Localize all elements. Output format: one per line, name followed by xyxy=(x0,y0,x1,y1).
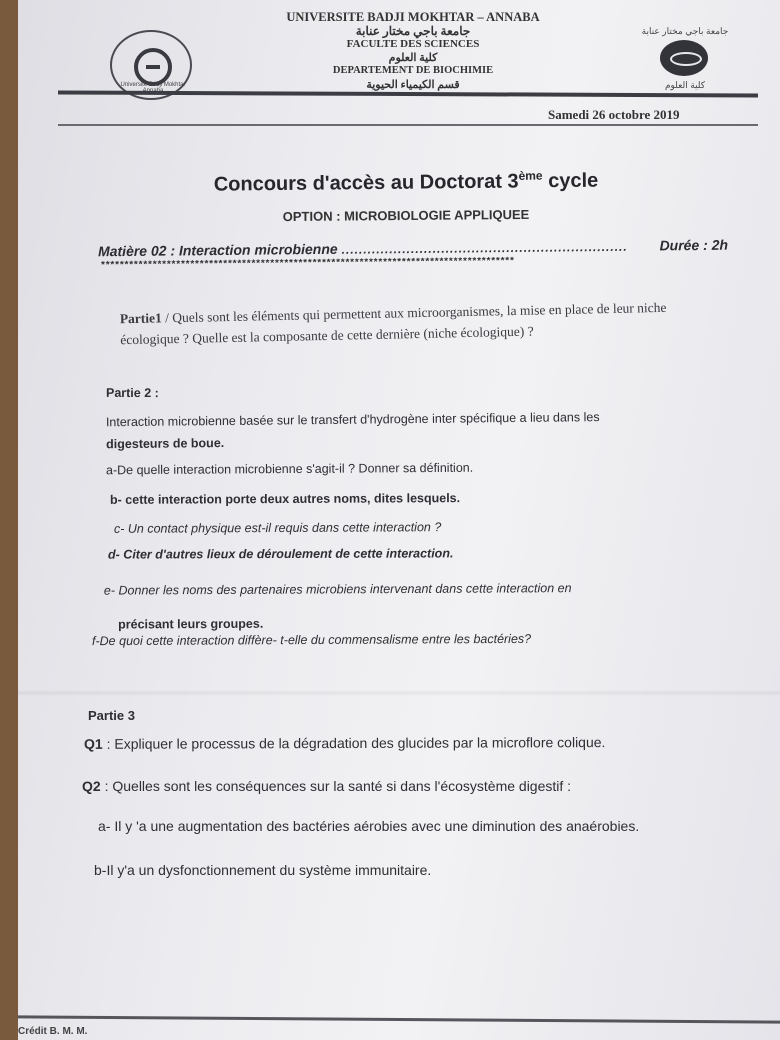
university-name: UNIVERSITE BADJI MOKHTAR – ANNABA xyxy=(286,10,540,24)
exam-date: Samedi 26 octobre 2019 xyxy=(548,107,680,122)
partie2-question-e xyxy=(104,570,704,641)
q2-label: Q2 xyxy=(82,778,101,794)
partie2-question-e-line2: précisant leurs groupes. xyxy=(118,616,264,632)
partie1-text: / Quels sont les éléments qui permettent aux microorganismes, la mise en place de leur niche écologique ? Quelle est la composante de cette dernière (niche écologique) ? xyxy=(120,299,667,348)
faculty-logo-right xyxy=(638,24,732,96)
partie3-q2-a: a- Il y 'a une augmentation des bactéries aérobies avec une diminution des anaérobies. xyxy=(98,818,640,834)
partie3-q2-b: b-Il y'a un dysfonctionnement du système immunitaire. xyxy=(94,862,432,878)
university-logo-left xyxy=(110,30,192,100)
footer-fragment: Crédit B. M. M. xyxy=(18,1026,88,1037)
date-divider xyxy=(58,124,758,126)
partie3-q2 xyxy=(82,778,571,794)
partie3-title: Partie 3 xyxy=(88,708,135,723)
exam-paper xyxy=(18,0,780,1040)
partie2-question-c: c- Un contact physique est-il requis dans cette interaction ? xyxy=(113,520,442,536)
partie3-q1 xyxy=(84,734,605,752)
subject-dots: .................................................................. xyxy=(341,239,628,257)
logo-right-top-text: جامعة باجي مختار عنابة xyxy=(641,26,729,36)
exam-title xyxy=(146,167,666,197)
title-end: cycle xyxy=(542,169,599,193)
department-name-arabic: قسم الكيمياء الحيوية xyxy=(366,79,460,91)
partie2-intro-line2: digesteurs de boue. xyxy=(106,436,225,452)
title-sup: ème xyxy=(518,168,543,183)
university-name-arabic: جامعة باجي مختار عنابة xyxy=(355,24,471,38)
partie2-question-d: d- Citer d'autres lieux de déroulement de cette interaction. xyxy=(107,546,454,562)
logo-right-bottom-text: كلية العلوم xyxy=(664,80,706,90)
title-main: Concours d'accès au Doctorat 3 xyxy=(213,170,519,196)
partie1-label: Partie1 xyxy=(119,310,162,327)
paper-fold xyxy=(18,690,780,696)
logo-left-text: Université Badji Mokhtar xyxy=(120,82,186,88)
q1-text: : Expliquer le processus de la dégradation des glucides par la microflore colique. xyxy=(102,734,606,752)
partie2-intro-line1: Interaction microbienne basée sur le transfert d'hydrogène inter spécifique a lieu dans les xyxy=(105,410,600,430)
partie1-question xyxy=(120,296,721,351)
star-divider: **************************************************************************************** xyxy=(99,256,514,273)
q2-text: : Quelles sont les conséquences sur la santé si dans l'écosystème digestif : xyxy=(100,778,572,794)
duration: Durée : 2h xyxy=(659,236,729,254)
partie2-question-f: f-De quoi cette interaction diffère- t-elle du commensalisme entre les bactéries? xyxy=(91,631,532,649)
partie2-question-e-line1: e- Donner les noms des partenaires microbiens intervenant dans cette interaction en xyxy=(103,581,572,598)
department-name: DEPARTEMENT DE BIOCHIMIE xyxy=(332,65,494,76)
q1-label: Q1 xyxy=(83,735,103,752)
partie2-intro xyxy=(106,405,726,455)
logo-emblem-icon xyxy=(660,40,708,76)
exam-option: OPTION : MICROBIOLOGIE APPLIQUEE xyxy=(282,206,530,225)
partie2-title: Partie 2 : xyxy=(105,385,159,401)
logo-emblem-icon xyxy=(134,48,172,86)
faculty-name-arabic: كلية العلوم xyxy=(388,52,438,64)
partie2-question-a: a-De quelle interaction microbienne s'agit-il ? Donner sa définition. xyxy=(105,460,474,478)
subject-label: Matière 02 : Interaction microbienne xyxy=(97,240,338,260)
partie2-question-b: b- cette interaction porte deux autres noms, dites lesquels. xyxy=(109,491,461,507)
faculty-name: FACULTE DES SCIENCES xyxy=(346,38,480,50)
footer-divider xyxy=(18,1015,780,1023)
